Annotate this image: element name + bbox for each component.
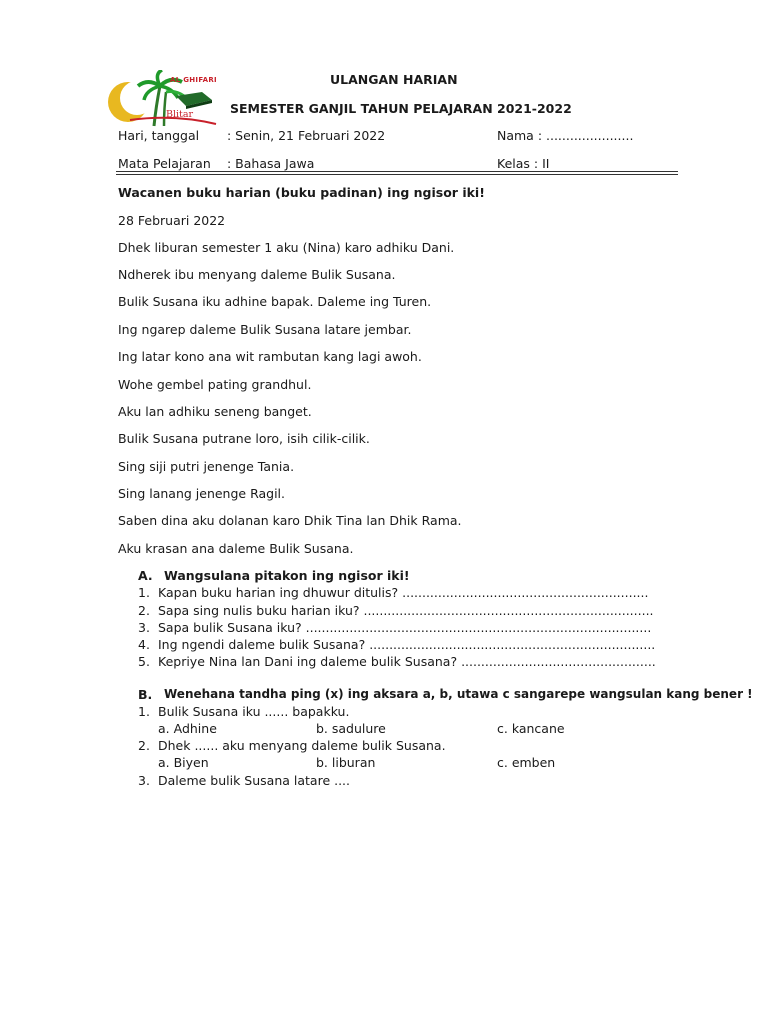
question-number: 3. <box>138 773 150 788</box>
passage-line: Saben dina aku dolanan karo Dhik Tina lan Dhik Rama. <box>118 513 462 528</box>
passage-line: Sing lanang jenenge Ragil. <box>118 486 286 501</box>
passage-line: Dhek liburan semester 1 aku (Nina) karo adhiku Dani. <box>118 240 455 255</box>
question-text: Sapa bulik Susana iku? ....................................................................................... <box>158 620 652 635</box>
header-divider <box>116 171 678 172</box>
passage-line: Aku lan adhiku seneng banget. <box>118 404 312 419</box>
exam-subtitle: SEMESTER GANJIL TAHUN PELAJARAN 2021-2022 <box>230 101 572 116</box>
subject-value: : Bahasa Jawa <box>227 156 315 171</box>
subject-label: Mata Pelajaran <box>118 156 211 171</box>
school-logo <box>104 70 222 128</box>
question-number: 1. <box>138 585 150 600</box>
question-number: 4. <box>138 637 150 652</box>
option-a: a. Adhine <box>158 721 217 736</box>
option-b: b. liburan <box>316 755 376 770</box>
passage-line: Wohe gembel pating grandhul. <box>118 377 312 392</box>
option-a: a. Biyen <box>158 755 209 770</box>
question-text: Sapa sing nulis buku harian iku? ......................................................................... <box>158 603 654 618</box>
logo-city-text: Blitar <box>166 109 194 120</box>
passage-line: Sing siji putri jenenge Tania. <box>118 459 295 474</box>
passage-line: Bulik Susana putrane loro, isih cilik-cilik. <box>118 431 370 446</box>
question-number: 2. <box>138 603 150 618</box>
option-c: c. emben <box>497 755 556 770</box>
passage-line: Aku krasan ana daleme Bulik Susana. <box>118 541 354 556</box>
date-value: : Senin, 21 Februari 2022 <box>227 128 386 143</box>
question-text: Kapan buku harian ing dhuwur ditulis? .............................................................. <box>158 585 649 600</box>
passage-line: Ing latar kono ana wit rambutan kang lagi awoh. <box>118 349 422 364</box>
option-c: c. kancane <box>497 721 565 736</box>
name-field: Nama : ...................... <box>497 128 634 143</box>
logo-top-text: AL GHIFARI <box>170 76 217 84</box>
section-a-title: Wangsulana pitakon ing ngisor iki! <box>164 568 410 583</box>
section-b-title: Wenehana tandha ping (x) ing aksara a, b, utawa c sangarepe wangsulan kang bener ! <box>164 687 753 701</box>
section-b-letter: B. <box>138 687 153 702</box>
question-text: Kepriye Nina lan Dani ing daleme bulik Susana? ................................................. <box>158 654 656 669</box>
exam-title: ULANGAN HARIAN <box>330 72 458 87</box>
question-text: Daleme bulik Susana latare .... <box>158 773 351 788</box>
date-label: Hari, tanggal <box>118 128 200 143</box>
reading-instruction: Wacanen buku harian (buku padinan) ing ngisor iki! <box>118 185 485 200</box>
section-a-letter: A. <box>138 568 153 583</box>
header-divider-second <box>116 174 678 175</box>
passage-line: Ing ngarep daleme Bulik Susana latare jembar. <box>118 322 412 337</box>
passage-line: 28 Februari 2022 <box>118 213 226 228</box>
class-field: Kelas : II <box>497 156 550 171</box>
question-number: 1. <box>138 704 150 719</box>
question-text: Bulik Susana iku ...... bapakku. <box>158 704 350 719</box>
question-text: Dhek ...... aku menyang daleme bulik Susana. <box>158 738 446 753</box>
question-number: 5. <box>138 654 150 669</box>
passage-line: Ndherek ibu menyang daleme Bulik Susana. <box>118 267 396 282</box>
question-number: 3. <box>138 620 150 635</box>
passage-line: Bulik Susana iku adhine bapak. Daleme ing Turen. <box>118 294 432 309</box>
question-text: Ing ngendi daleme bulik Susana? ........................................................................ <box>158 637 656 652</box>
option-b: b. sadulure <box>316 721 386 736</box>
question-number: 2. <box>138 738 150 753</box>
